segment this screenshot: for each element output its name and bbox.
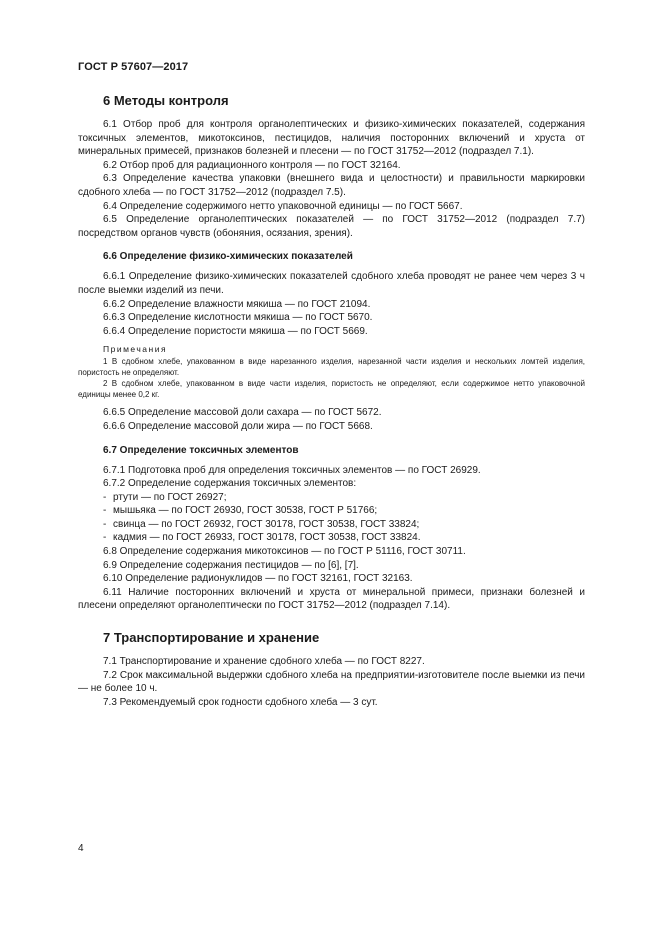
notes-title: Примечания: [103, 344, 168, 355]
paragraph-6-6-5: 6.6.5 Определение массовой доли сахара — по ГОСТ 5672.: [103, 407, 382, 419]
document-header: ГОСТ Р 57607—2017: [78, 61, 189, 73]
paragraph-6-6-1: 6.6.1 Определение физико-химических показателей сдобного хлеба проводят не ранее чем через 3 ч после выемки изделий из печи.: [78, 271, 585, 296]
paragraph-6-8: 6.8 Определение содержания микотоксинов — по ГОСТ Р 51116, ГОСТ 30711.: [103, 546, 466, 558]
notes-block: [78, 344, 585, 400]
paragraph-6-1: 6.1 Отбор проб для контроля органолептических и физико-химических показателей, содержания токсичных элементов, микотоксинов, пестицидов, наличия посторонних включений и хруста от минеральных примесей, признаков болезней и плесени — по ГОСТ 31752—2012 (подраздел 7.1).: [78, 119, 585, 158]
paragraph-6-3: 6.3 Определение качества упаковки (внешнего вида и целостности) и правильности маркировки сдобного хлеба — по ГОСТ 31752—2012 (подраздел 7.5).: [78, 173, 585, 198]
subsection-6-7-title: 6.7 Определение токсичных элементов: [103, 444, 299, 456]
subsection-6-6-title: 6.6 Определение физико-химических показателей: [103, 251, 353, 263]
list-item-text: ртути — по ГОСТ 26927;: [113, 491, 227, 503]
paragraph-7-3: 7.3 Рекомендуемый срок годности сдобного хлеба — 3 сут.: [103, 696, 378, 708]
paragraph-6-7-2: 6.7.2 Определение содержания токсичных элементов:: [103, 478, 357, 490]
note-2: 2 В сдобном хлебе, упакованном в виде части изделия, пористость не определяют, если содержимое нетто упаковочной единицы менее 0,2 кг.: [78, 379, 585, 400]
document-body: [78, 93, 585, 709]
page-number: 4: [78, 843, 84, 854]
paragraph-6-6-6: 6.6.6 Определение массовой доли жира — по ГОСТ 5668.: [103, 420, 373, 432]
paragraph-6-2: 6.2 Отбор проб для радиационного контроля — по ГОСТ 32164.: [103, 159, 401, 171]
paragraph-6-5: 6.5 Определение органолептических показателей — по ГОСТ 31752—2012 (подраздел 7.7) посредством органов чувств (обоняния, осязания, зрения).: [78, 214, 585, 239]
list-item-text: свинца — по ГОСТ 26932, ГОСТ 30178, ГОСТ 30538, ГОСТ 33824;: [113, 518, 420, 530]
list-item: - ртути — по ГОСТ 26927;: [103, 491, 227, 503]
section-6-title: 6 Методы контроля: [103, 93, 229, 108]
paragraph-6-6-4: 6.6.4 Определение пористости мякиша — по ГОСТ 5669.: [103, 325, 368, 337]
section-7-title: 7 Транспортирование и хранение: [103, 630, 320, 646]
list-item-text: кадмия — по ГОСТ 26933, ГОСТ 30178, ГОСТ 30538, ГОСТ 33824.: [113, 532, 421, 544]
paragraph-6-11: 6.11 Наличие посторонних включений и хруста от минеральной примеси, признаки болезней и плесени определяют органолептически по ГОСТ 31752—2012 (подраздел 7.14).: [78, 586, 585, 612]
paragraph-6-9: 6.9 Определение содержания пестицидов — по [6], [7].: [103, 559, 359, 571]
paragraph-6-6-3: 6.6.3 Определение кислотности мякиша — по ГОСТ 5670.: [103, 312, 373, 324]
note-1: 1 В сдобном хлебе, упакованном в виде нарезанного изделия, нарезанной части изделия и нескольких ломтей изделия, пористость не определяют.: [78, 357, 585, 378]
paragraph-6-10: 6.10 Определение радионуклидов — по ГОСТ 32161, ГОСТ 32163.: [103, 573, 413, 585]
list-item: - свинца — по ГОСТ 26932, ГОСТ 30178, ГОСТ 30538, ГОСТ 33824;: [103, 518, 420, 530]
paragraph-7-2: 7.2 Срок максимальной выдержки сдобного хлеба на предприятии-изготовителе после выемки из печи — не более 10 ч.: [78, 669, 585, 695]
paragraph-6-7-1: 6.7.1 Подготовка проб для определения токсичных элементов — по ГОСТ 26929.: [103, 464, 481, 476]
list-item: - кадмия — по ГОСТ 26933, ГОСТ 30178, ГОСТ 30538, ГОСТ 33824.: [103, 532, 421, 544]
list-item-text: мышьяка — по ГОСТ 26930, ГОСТ 30538, ГОСТ Р 51766;: [113, 505, 378, 517]
paragraph-6-6-2: 6.6.2 Определение влажности мякиша — по ГОСТ 21094.: [103, 298, 371, 310]
list-item: - мышьяка — по ГОСТ 26930, ГОСТ 30538, ГОСТ Р 51766;: [103, 505, 378, 517]
paragraph-6-4: 6.4 Определение содержимого нетто упаковочной единицы — по ГОСТ 5667.: [103, 200, 463, 212]
paragraph-7-1: 7.1 Транспортирование и хранение сдобного хлеба — по ГОСТ 8227.: [103, 656, 425, 668]
